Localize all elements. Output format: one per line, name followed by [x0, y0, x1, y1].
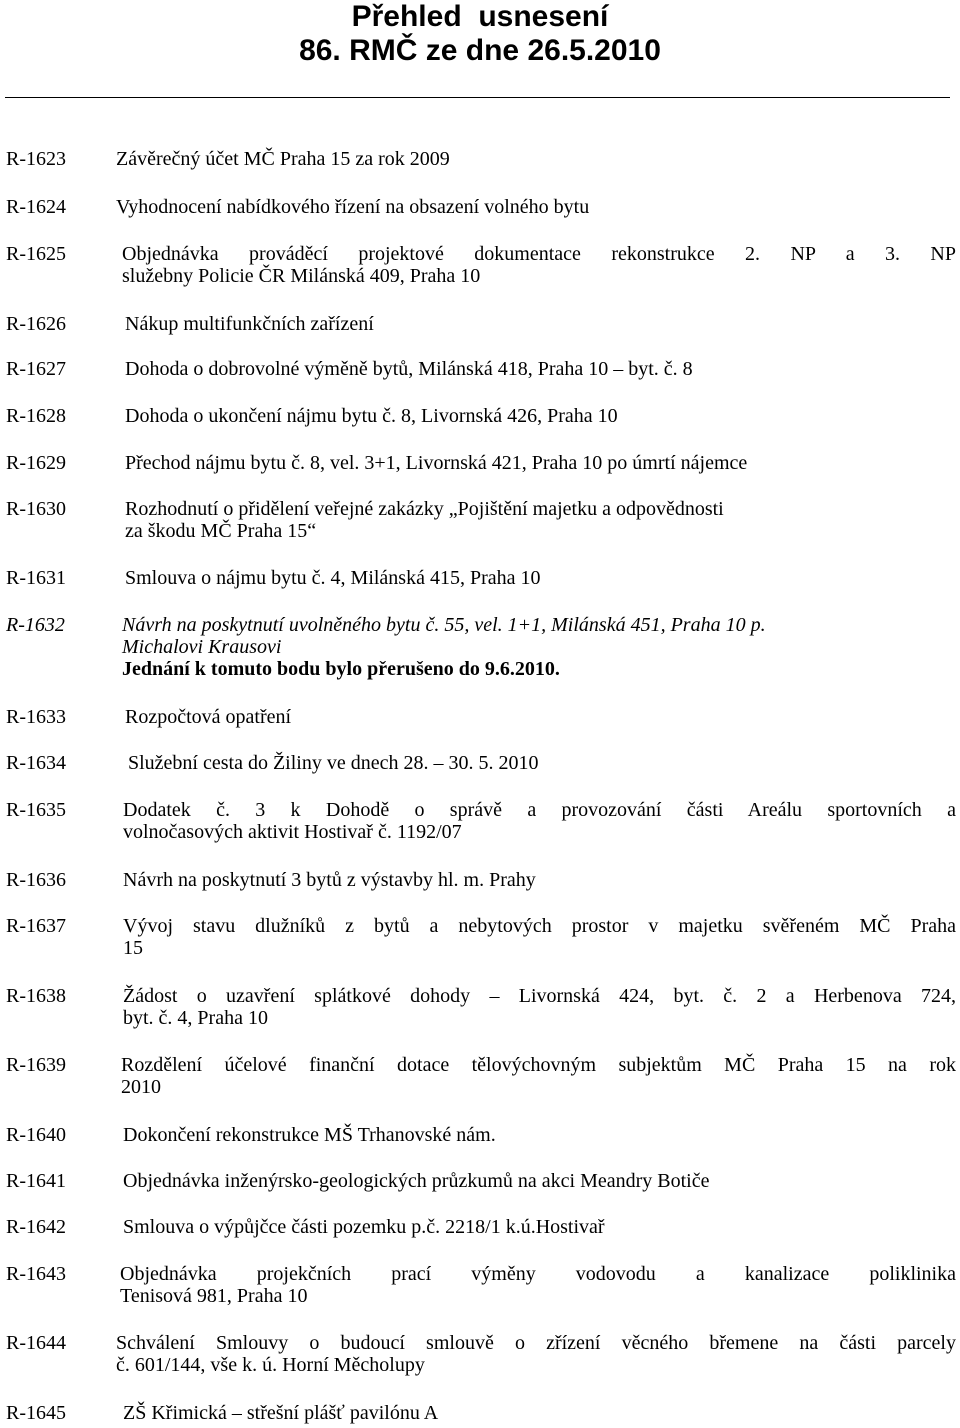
resolution-text-line: 2010 [121, 1076, 161, 1098]
resolution-text-line: Objednávka inženýrsko-geologických průzkumů na akci Meandry Botiče [123, 1170, 710, 1192]
resolution-text-line: Objednávka prováděcí projektové dokumentace rekonstrukce 2. NP a 3. NP [122, 243, 956, 265]
resolution-code: R-1641 [6, 1170, 66, 1192]
resolution-text-line: za škodu MČ Praha 15“ [125, 520, 317, 542]
resolution-text [125, 452, 956, 474]
resolution-text-line: Závěrečný účet MČ Praha 15 za rok 2009 [116, 148, 450, 170]
resolution-text [121, 1054, 956, 1098]
resolution-text-line: ZŠ Křimická – střešní plášť pavilónu A [123, 1402, 439, 1424]
resolution-text-line: Rozhodnutí o přidělení veřejné zakázky „Pojištění majetku a odpovědnosti [125, 498, 724, 520]
page-title [0, 0, 960, 68]
resolution-text-line: Žádost o uzavření splátkové dohody – Livornská 424, byt. č. 2 a Herbenova 724, [123, 985, 956, 1007]
resolution-text [125, 706, 956, 728]
resolution-text [123, 1216, 956, 1238]
resolution-text-line: Rozdělení účelové finanční dotace tělovýchovným subjektům MČ Praha 15 na rok [121, 1054, 956, 1076]
resolution-text [123, 985, 956, 1029]
resolution-code: R-1631 [6, 567, 66, 589]
resolution-text [123, 1170, 956, 1192]
resolution-code: R-1639 [6, 1054, 66, 1076]
resolution-text [116, 148, 956, 170]
resolution-text-line: Michalovi Krausovi [122, 636, 282, 658]
resolution-text-line: Vývoj stavu dlužníků z bytů a nebytových prostor v majetku svěřeném MČ Praha [123, 915, 956, 937]
resolution-text [123, 915, 956, 959]
resolution-code: R-1637 [6, 915, 66, 937]
resolution-code: R-1636 [6, 869, 66, 891]
resolution-text [120, 1263, 956, 1307]
resolution-text [125, 498, 956, 542]
resolution-text-line: Smlouva o nájmu bytu č. 4, Milánská 415, Praha 10 [125, 567, 541, 589]
resolution-text [128, 752, 956, 774]
resolution-text-line: služebny Policie ČR Milánská 409, Praha 10 [122, 265, 481, 287]
resolution-code: R-1632 [6, 614, 65, 636]
resolution-text-line: Služební cesta do Žiliny ve dnech 28. – 30. 5. 2010 [128, 752, 539, 774]
resolution-text-line: Tenisová 981, Praha 10 [120, 1285, 308, 1307]
page-title-line-2: 86. RMČ ze dne 26.5.2010 [299, 34, 661, 67]
resolution-text-line: Návrh na poskytnutí uvolněného bytu č. 55, vel. 1+1, Milánská 451, Praha 10 p. [122, 614, 766, 636]
resolution-code: R-1644 [6, 1332, 66, 1354]
resolution-text [116, 1332, 956, 1376]
resolution-text-line: Rozpočtová opatření [125, 706, 292, 728]
resolution-code: R-1643 [6, 1263, 66, 1285]
resolution-text-line: Přechod nájmu bytu č. 8, vel. 3+1, Livornská 421, Praha 10 po úmrtí nájemce [125, 452, 748, 474]
resolution-text-line: byt. č. 4, Praha 10 [123, 1007, 268, 1029]
resolution-text [123, 799, 956, 843]
resolution-code: R-1638 [6, 985, 66, 1007]
resolution-text-line: Nákup multifunkčních zařízení [125, 313, 374, 335]
resolution-text-line: Smlouva o výpůjčce části pozemku p.č. 2218/1 k.ú.Hostivař [123, 1216, 605, 1238]
resolution-text [123, 1402, 956, 1424]
resolution-text [125, 405, 956, 427]
resolution-code: R-1626 [6, 313, 66, 335]
resolution-text [122, 243, 956, 287]
resolution-text [123, 869, 956, 891]
resolution-text-line: volnočasových aktivit Hostivař č. 1192/07 [123, 821, 462, 843]
resolution-code: R-1640 [6, 1124, 66, 1146]
resolution-code: R-1628 [6, 405, 66, 427]
resolution-code: R-1630 [6, 498, 66, 520]
resolution-text [123, 1124, 956, 1146]
resolution-code: R-1629 [6, 452, 66, 474]
resolution-code: R-1633 [6, 706, 66, 728]
resolution-code: R-1623 [6, 148, 66, 170]
resolution-text-line: č. 601/144, vše k. ú. Horní Měcholupy [116, 1354, 425, 1376]
resolution-code: R-1627 [6, 358, 66, 380]
resolution-text-line: Vyhodnocení nabídkového řízení na obsazení volného bytu [116, 196, 590, 218]
title-divider [5, 97, 950, 98]
resolution-text-line: Dohoda o ukončení nájmu bytu č. 8, Livornská 426, Praha 10 [125, 405, 618, 427]
resolution-text-line: Návrh na poskytnutí 3 bytů z výstavby hl. m. Prahy [123, 869, 536, 891]
resolution-text-line: Objednávka projekčních prací výměny vodovodu a kanalizace poliklinika [120, 1263, 956, 1285]
resolution-text [125, 358, 956, 380]
resolution-text-line: Dodatek č. 3 k Dohodě o správě a provozování části Areálu sportovních a [123, 799, 956, 821]
resolution-text-line: Dokončení rekonstrukce MŠ Trhanovské nám. [123, 1124, 496, 1146]
resolution-code: R-1645 [6, 1402, 66, 1424]
resolution-text [122, 614, 956, 680]
resolution-text [125, 313, 956, 335]
page-title-line-1: Přehled usnesení [351, 0, 609, 33]
resolution-code: R-1634 [6, 752, 66, 774]
resolution-text [125, 567, 956, 589]
interruption-note: Jednání k tomuto bodu bylo přerušeno do 9.6.2010. [122, 658, 560, 680]
resolution-text-line: Dohoda o dobrovolné výměně bytů, Milánská 418, Praha 10 – byt. č. 8 [125, 358, 693, 380]
resolution-code: R-1635 [6, 799, 66, 821]
resolution-code: R-1624 [6, 196, 66, 218]
resolution-text-line: Schválení Smlouvy o budoucí smlouvě o zřízení věcného břemene na části parcely [116, 1332, 956, 1354]
resolution-text [116, 196, 956, 218]
resolution-code: R-1642 [6, 1216, 66, 1238]
resolution-code: R-1625 [6, 243, 66, 265]
resolution-text-line: 15 [123, 937, 143, 959]
